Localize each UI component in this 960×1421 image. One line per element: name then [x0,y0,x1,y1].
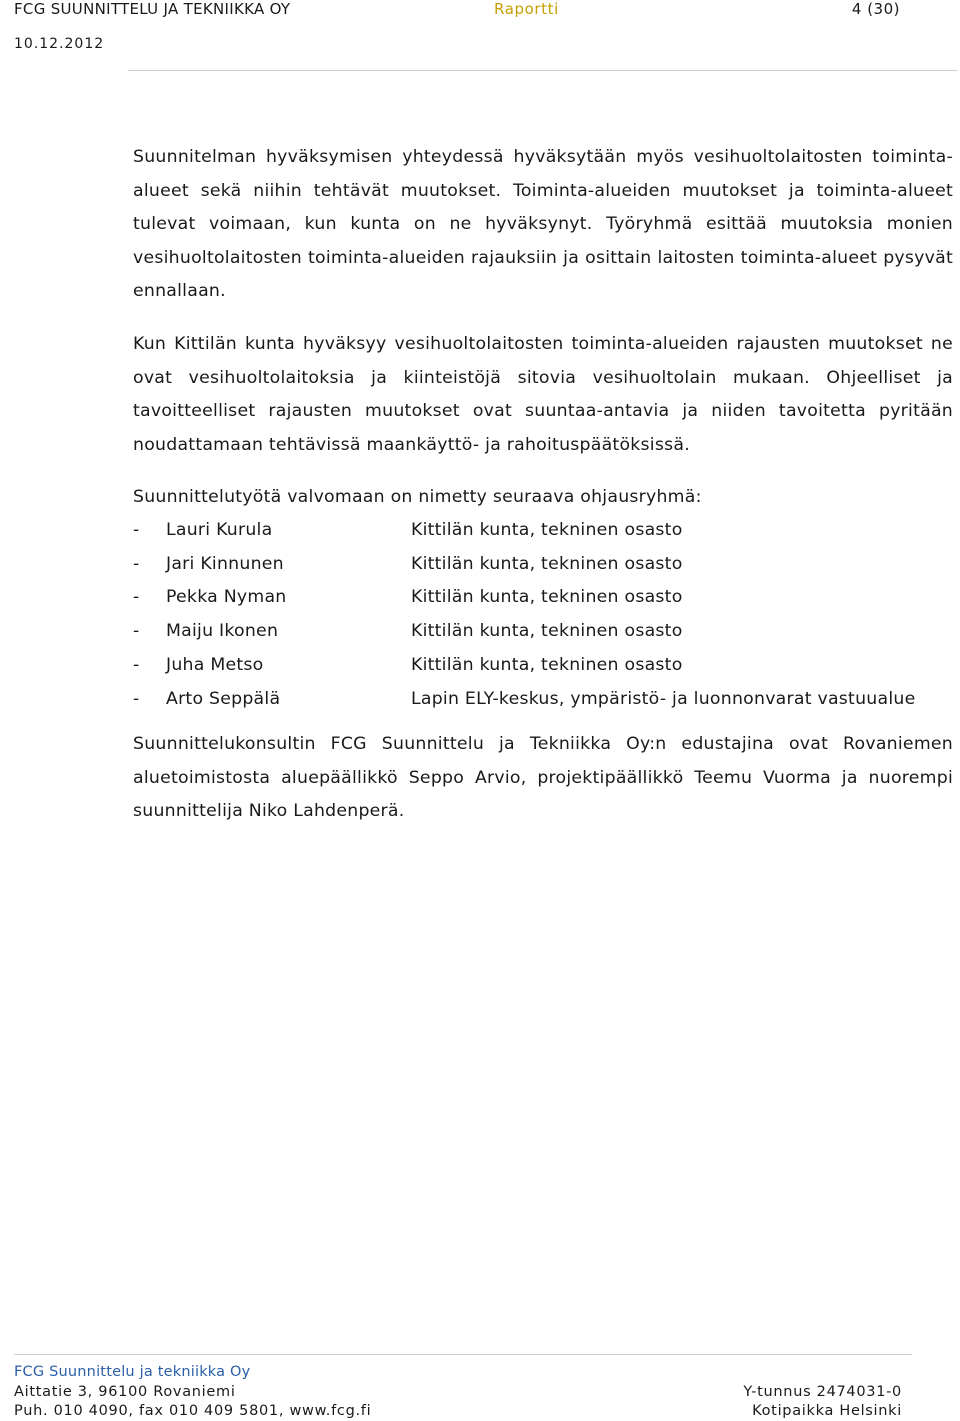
footer-address: Aittatie 3, 96100 Rovaniemi [14,1384,236,1400]
paragraph-approval: Suunnitelman hyväksymisen yhteydessä hyväksytään myös vesihuoltolaitosten toiminta-alueet sekä niihin tehtävät muutokset. Toiminta-alueiden muutokset ja toiminta-alueet tulevat voimaan, kun kunta on ne hyväksynyt. Työryhmä esittää muutoksia monien vesihuoltolaitosten toiminta-alueiden rajauksiin ja osittain laitosten toiminta-alueet pysyvät ennallaan. [133,147,953,302]
member-name: Juha Metso [166,655,264,675]
list-dash: - [133,621,140,641]
steering-group-intro: Suunnittelutyötä valvomaan on nimetty seuraava ohjausryhmä: [133,487,702,507]
list-dash: - [133,520,140,540]
footer-domicile: Kotipaikka Helsinki [752,1403,902,1419]
footer-business-id: Y-tunnus 2474031-0 [743,1384,902,1400]
member-name: Pekka Nyman [166,587,287,607]
header-date: 10.12.2012 [14,36,105,52]
member-organization: Kittilän kunta, tekninen osasto [411,621,683,641]
list-dash: - [133,689,140,709]
list-dash: - [133,655,140,675]
member-name: Maiju Ikonen [166,621,279,641]
paragraph-kittila-approval: Kun Kittilän kunta hyväksyy vesihuoltolaitosten toiminta-alueiden rajausten muutokset ne ovat vesihuoltolaitoksia ja kiinteistöjä sitovia vesihuoltolain mukaan. Ohjeelliset ja tavoitteelliset rajausten muutokset ovat suuntaa-antavia ja niiden tavoitetta pyritään noudattamaan tehtävissä maankäyttö- ja rahoituspäätöksissä. [133,334,953,455]
header-company: FCG SUUNNITTELU JA TEKNIIKKA OY [14,0,291,18]
header-page-number: 4 (30) [851,0,900,18]
footer-contact: Puh. 010 4090, fax 010 409 5801, www.fcg.fi [14,1403,372,1419]
member-organization: Kittilän kunta, tekninen osasto [411,554,683,574]
header-divider [128,70,958,71]
member-name: Lauri Kurula [166,520,273,540]
list-dash: - [133,554,140,574]
member-name: Jari Kinnunen [166,554,284,574]
member-name: Arto Seppälä [166,689,281,709]
list-dash: - [133,587,140,607]
footer-company: FCG Suunnittelu ja tekniikka Oy [14,1364,251,1380]
member-organization: Kittilän kunta, tekninen osasto [411,655,683,675]
paragraph-consultant: Suunnittelukonsultin FCG Suunnittelu ja Tekniikka Oy:n edustajina ovat Rovaniemen aluetoimistosta aluepäällikkö Seppo Arvio, projektipäällikkö Teemu Vuorma ja nuorempi suunnittelija Niko Lahdenperä. [133,734,953,822]
member-organization: Kittilän kunta, tekninen osasto [411,587,683,607]
member-organization: Lapin ELY-keskus, ympäristö- ja luonnonvarat vastuualue [411,689,916,709]
footer-divider [14,1354,912,1355]
header-document-type: Raportti [494,0,559,18]
member-organization: Kittilän kunta, tekninen osasto [411,520,683,540]
